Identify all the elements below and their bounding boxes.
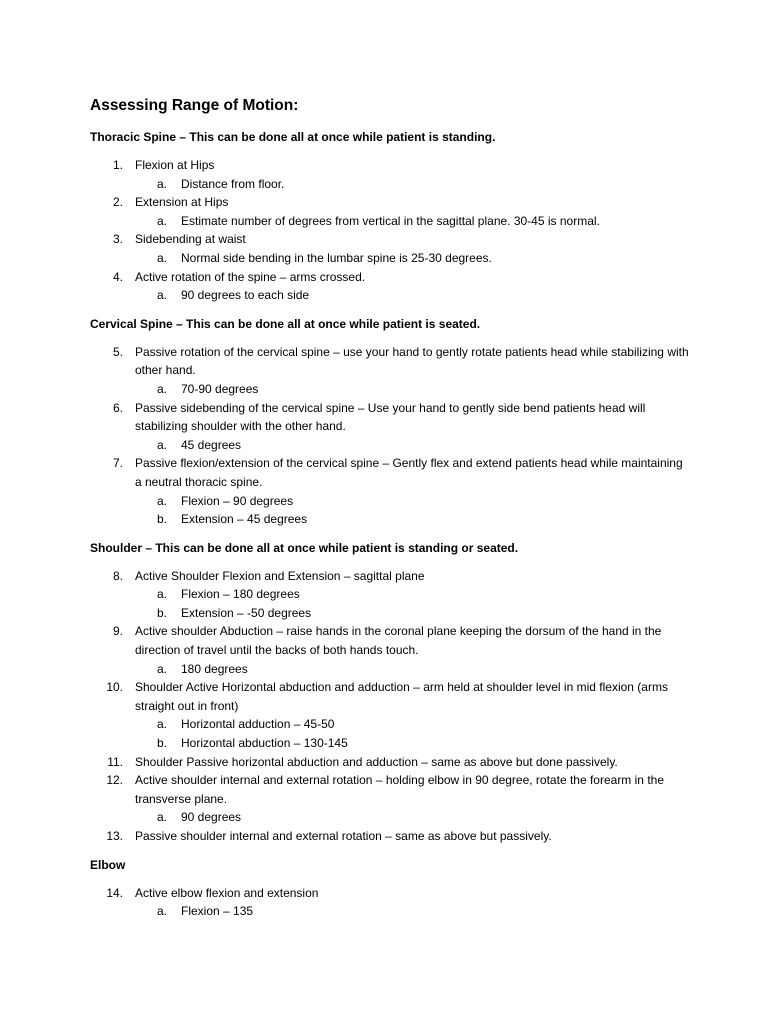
sub-list-letter: b. [157,736,168,751]
sub-list-item [90,436,690,455]
sub-list-text: 180 degrees [181,661,248,676]
section [90,128,690,305]
sub-list [135,492,690,529]
sub-list-item [90,175,690,194]
sub-list [135,286,690,305]
list-item [90,156,690,193]
list-item-text: Active Shoulder Flexion and Extension – sagittal plane [135,568,425,583]
list-item [90,678,690,752]
list-item [90,753,690,772]
list-item [90,399,690,455]
sub-list [135,212,690,231]
numbered-list [90,884,690,921]
list-item-text: Passive rotation of the cervical spine – use your hand to gently rotate patients head while stabilizing with other hand. [135,344,689,378]
sub-list-item [90,734,690,753]
sub-list-item [90,902,690,921]
sub-list-item [90,715,690,734]
sub-list-text: 90 degrees [181,810,242,825]
sub-list-text: Horizontal abduction – 130-145 [181,736,348,751]
numbered-list [90,343,690,529]
sub-list-text: Flexion – 180 degrees [181,587,300,602]
sub-list-text: Extension – -50 degrees [181,605,312,620]
list-item [90,343,690,399]
list-item [90,193,690,230]
list-item [90,771,690,827]
list-item [90,230,690,267]
list-item-number: 5. [112,344,123,359]
list-item [90,567,690,623]
list-item-text: Shoulder Passive horizontal abduction and adduction – same as above but done passively. [135,754,618,769]
list-item-text: Active shoulder Abduction – raise hands in the coronal plane keeping the dorsum of the hand in the direction of travel until the backs of both hands touch. [135,624,662,658]
list-item-number: 3. [112,232,123,247]
list-item-number: 6. [112,400,123,415]
sub-list-letter: b. [157,512,168,527]
list-item [90,827,690,846]
sub-list-text: Extension – 45 degrees [181,512,308,527]
list-item-number: 7. [112,456,123,471]
section [90,856,690,921]
section-heading: Thoracic Spine – This can be done all at once while patient is standing. [90,130,496,144]
sub-list-letter: a. [157,904,168,919]
list-item-number: 11. [107,754,123,769]
list-item-text: Shoulder Active Horizontal abduction and adduction – arm held at shoulder level in mid flexion (arms straight out in front) [135,680,668,713]
sub-list [135,380,690,399]
sub-list-item [90,585,690,604]
list-item-text: Passive shoulder internal and external rotation – same as above but passively. [135,829,552,843]
section [90,315,690,529]
document-sections [90,128,690,921]
list-item-number: 10. [106,680,123,695]
sub-list-item [90,492,690,511]
sub-list-text: Distance from floor. [181,176,285,191]
sub-list-letter: a. [157,288,168,303]
numbered-list [90,156,690,305]
sub-list-item [90,212,690,231]
sub-list-item [90,380,690,399]
list-item-text: Flexion at Hips [135,158,215,172]
sub-list [135,436,690,455]
sub-list-letter: a. [157,213,168,228]
sub-list-text: Flexion – 135 [181,904,254,919]
section-heading: Elbow [90,857,126,872]
list-item-text: Active elbow flexion and extension [135,885,319,900]
sub-list-letter: b. [157,605,168,620]
sub-list-text: 70-90 degrees [181,381,259,396]
sub-list-item [90,286,690,305]
sub-list [135,175,690,194]
list-item [90,454,690,528]
sub-list-item [90,604,690,623]
section [90,539,690,846]
sub-list-item [90,249,690,268]
section-heading: Shoulder – This can be done all at once while patient is standing or seated. [90,540,519,555]
list-item [90,884,690,921]
sub-list-text: Estimate number of degrees from vertical in the sagittal plane. 30-45 is normal. [181,213,600,228]
sub-list-text: 45 degrees [181,437,242,452]
sub-list-item [90,660,690,679]
list-item-number: 8. [112,568,123,583]
list-item-text: Passive flexion/extension of the cervical spine – Gently flex and extend patients head while maintaining a neutral thoracic spine. [135,456,683,489]
list-item-text: Active rotation of the spine – arms crossed. [135,269,366,284]
list-item-text: Active shoulder internal and external rotation – holding elbow in 90 degree, rotate the forearm in the transverse plane. [135,773,664,806]
document-title: Assessing Range of Motion: [90,97,299,114]
sub-list [135,660,690,679]
list-item-number: 13. [106,829,123,843]
sub-list-text: Flexion – 90 degrees [181,493,294,508]
list-item-text: Sidebending at waist [135,232,246,247]
document-page [90,96,690,931]
sub-list [135,902,690,921]
numbered-list [90,567,690,846]
list-item-text: Passive sidebending of the cervical spine – Use your hand to gently side bend patients head will stabilizing shoulder with the other hand. [135,400,646,434]
list-item-number: 14. [106,885,123,900]
list-item-number: 4. [112,269,123,284]
list-item-number: 12. [106,773,123,788]
sub-list-letter: a. [157,717,168,732]
sub-list-letter: a. [157,250,168,265]
sub-list-item [90,510,690,529]
sub-list [135,585,690,622]
sub-list-text: Normal side bending in the lumbar spine is 25-30 degrees. [181,250,492,265]
sub-list-text: Horizontal adduction – 45-50 [181,717,335,732]
sub-list-letter: a. [157,493,168,508]
sub-list [135,715,690,752]
section-heading: Cervical Spine – This can be done all at once while patient is seated. [90,316,481,331]
list-item-number: 1. [112,158,123,172]
sub-list-letter: a. [157,437,168,452]
sub-list-letter: a. [157,587,168,602]
sub-list-text: 90 degrees to each side [181,288,310,303]
list-item-number: 2. [112,195,123,210]
list-item [90,268,690,305]
sub-list [135,808,690,827]
sub-list [135,249,690,268]
list-item-number: 9. [112,624,123,639]
sub-list-letter: a. [157,810,168,825]
list-item [90,622,690,678]
sub-list-item [90,808,690,827]
list-item-text: Extension at Hips [135,195,229,210]
sub-list-letter: a. [157,176,168,191]
sub-list-letter: a. [157,381,168,396]
sub-list-letter: a. [157,661,168,676]
